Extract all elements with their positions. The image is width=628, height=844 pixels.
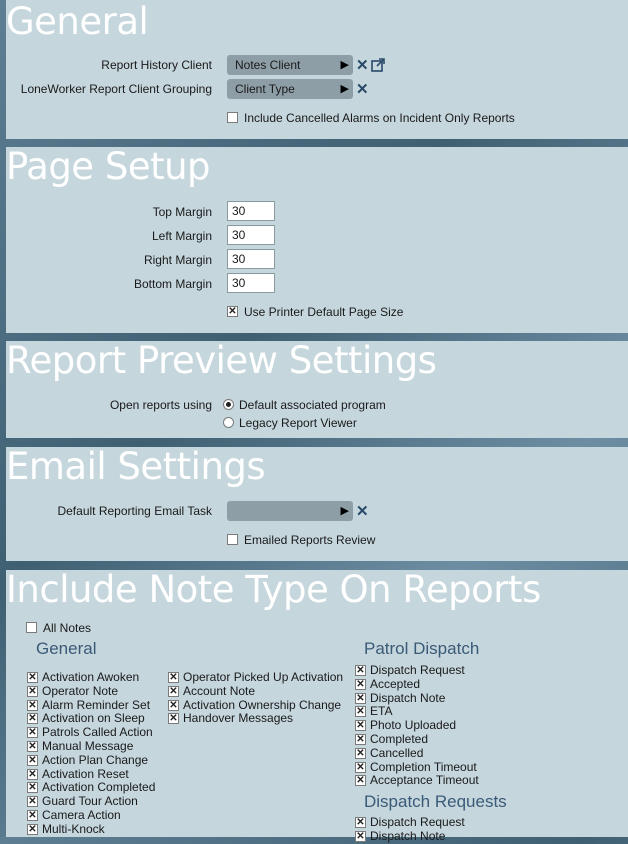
right-margin-label: Right Margin bbox=[143, 253, 212, 267]
triangle-right-icon: ▶ bbox=[340, 59, 349, 71]
note-type-label: Activation Completed bbox=[42, 780, 156, 795]
top-margin-input[interactable]: 30 bbox=[227, 201, 275, 221]
note-type-label: Photo Uploaded bbox=[370, 718, 457, 733]
note-type-label: Completion Timeout bbox=[370, 759, 477, 774]
legacy-viewer-label: Legacy Report Viewer bbox=[239, 416, 357, 430]
report-preview-section bbox=[6, 341, 628, 438]
email-task-dropdown[interactable] bbox=[227, 501, 353, 521]
note-type-checkbox[interactable]: ✕ bbox=[169, 699, 178, 711]
dispatch-requests-heading: Dispatch Requests bbox=[364, 792, 507, 811]
note-types-title: Include Note Type On Reports bbox=[6, 568, 541, 611]
open-reports-label: Open reports using bbox=[109, 398, 212, 412]
note-type-checkbox[interactable]: ✕ bbox=[169, 713, 178, 725]
all-notes-checkbox[interactable] bbox=[26, 622, 37, 633]
email-task-label: Default Reporting Email Task bbox=[57, 504, 212, 518]
include-cancelled-label: Include Cancelled Alarms on Incident Only Reports bbox=[244, 111, 515, 125]
note-type-label: Alarm Reminder Set bbox=[42, 697, 151, 712]
note-type-checkbox[interactable]: ✕ bbox=[356, 665, 365, 676]
note-type-label: Dispatch Request bbox=[370, 815, 465, 829]
note-type-label: Accepted bbox=[370, 676, 421, 691]
note-type-checkbox[interactable]: ✕ bbox=[356, 761, 365, 773]
note-type-checkbox[interactable]: ✕ bbox=[28, 699, 37, 711]
general-title: General bbox=[6, 0, 149, 43]
note-type-label: Guard Tour Action bbox=[42, 794, 138, 809]
note-type-checkbox[interactable]: ✕ bbox=[28, 823, 37, 835]
external-link-icon[interactable] bbox=[371, 58, 385, 72]
note-type-label: Activation on Sleep bbox=[42, 711, 145, 726]
note-type-label: Account Note bbox=[183, 683, 256, 698]
note-type-checkbox[interactable]: ✕ bbox=[28, 796, 37, 808]
printer-default-label: Use Printer Default Page Size bbox=[244, 305, 404, 319]
default-program-radio[interactable] bbox=[223, 399, 234, 410]
page-setup-section bbox=[6, 147, 628, 333]
loneworker-dropdown[interactable] bbox=[227, 79, 353, 99]
note-type-checkbox[interactable]: ✕ bbox=[28, 713, 37, 725]
note-type-label: Dispatch Note bbox=[370, 828, 446, 843]
note-type-label: Activation Awoken bbox=[42, 670, 140, 684]
report-history-dropdown[interactable] bbox=[227, 55, 353, 75]
note-type-checkbox[interactable]: ✕ bbox=[356, 817, 365, 828]
emailed-review-checkbox[interactable] bbox=[227, 534, 238, 545]
note-type-label: Action Plan Change bbox=[42, 752, 149, 767]
report-history-label: Report History Client bbox=[101, 58, 212, 72]
note-type-label: Acceptance Timeout bbox=[370, 773, 479, 788]
all-notes-label: All Notes bbox=[43, 621, 92, 635]
loneworker-label: LoneWorker Report Client Grouping bbox=[20, 82, 212, 96]
emailed-review-label: Emailed Reports Review bbox=[244, 533, 376, 547]
note-type-label: Cancelled bbox=[370, 745, 424, 760]
email-section bbox=[6, 447, 628, 561]
report-history-value: Notes Client bbox=[235, 58, 301, 72]
loneworker-value: Client Type bbox=[235, 82, 295, 96]
left-margin-input[interactable]: 30 bbox=[227, 225, 275, 245]
note-type-checkbox[interactable]: ✕ bbox=[356, 747, 365, 759]
clear-email-task-icon[interactable]: ✕ bbox=[356, 503, 369, 520]
clear-report-history-icon[interactable]: ✕ bbox=[356, 57, 369, 74]
legacy-viewer-radio[interactable] bbox=[223, 417, 234, 428]
bottom-margin-input[interactable]: 30 bbox=[227, 273, 275, 293]
note-types-section bbox=[6, 568, 628, 843]
note-type-label: Dispatch Note bbox=[370, 690, 446, 705]
left-margin-label: Left Margin bbox=[151, 229, 212, 243]
note-type-checkbox[interactable]: ✕ bbox=[28, 810, 37, 821]
note-type-label: Operator Note bbox=[42, 683, 119, 698]
note-type-checkbox[interactable]: ✕ bbox=[28, 741, 37, 752]
note-type-label: Manual Message bbox=[42, 739, 134, 753]
note-type-checkbox[interactable]: ✕ bbox=[28, 782, 37, 794]
bottom-margin-label: Bottom Margin bbox=[133, 277, 212, 291]
report-preview-title: Report Preview Settings bbox=[6, 339, 437, 382]
note-type-label: Activation Reset bbox=[42, 766, 129, 781]
note-type-checkbox[interactable]: ✕ bbox=[28, 685, 37, 697]
general-section bbox=[6, 0, 628, 139]
note-type-label: Operator Picked Up Activation bbox=[183, 670, 344, 684]
note-type-checkbox[interactable]: ✕ bbox=[356, 692, 365, 704]
note-type-label: Camera Action bbox=[42, 808, 121, 822]
note-type-checkbox[interactable]: ✕ bbox=[28, 672, 37, 683]
include-cancelled-checkbox[interactable] bbox=[227, 112, 238, 123]
note-type-label: Dispatch Request bbox=[370, 663, 465, 677]
note-type-checkbox[interactable]: ✕ bbox=[356, 830, 365, 842]
general-notes-heading: General bbox=[36, 639, 97, 658]
email-title: Email Settings bbox=[6, 445, 266, 488]
note-type-checkbox[interactable]: ✕ bbox=[356, 706, 365, 718]
triangle-right-icon: ▶ bbox=[340, 505, 349, 517]
note-type-checkbox[interactable]: ✕ bbox=[356, 734, 365, 745]
default-program-label: Default associated program bbox=[239, 398, 386, 412]
note-type-label: Completed bbox=[370, 732, 429, 746]
clear-loneworker-icon[interactable]: ✕ bbox=[356, 81, 369, 98]
note-type-label: Handover Messages bbox=[183, 711, 294, 726]
top-margin-label: Top Margin bbox=[152, 205, 212, 219]
note-type-checkbox[interactable]: ✕ bbox=[28, 727, 37, 739]
note-type-checkbox[interactable]: ✕ bbox=[28, 754, 37, 766]
patrol-dispatch-heading: Patrol Dispatch bbox=[364, 639, 480, 658]
note-type-checkbox[interactable]: ✕ bbox=[356, 678, 365, 690]
note-type-label: Activation Ownership Change bbox=[183, 697, 342, 712]
note-type-checkbox[interactable]: ✕ bbox=[28, 768, 37, 780]
note-type-checkbox[interactable]: ✕ bbox=[169, 685, 178, 697]
right-margin-input[interactable]: 30 bbox=[227, 249, 275, 269]
printer-default-checkbox[interactable]: ✕ bbox=[228, 306, 237, 317]
note-type-label: Multi-Knock bbox=[42, 821, 105, 836]
note-type-checkbox[interactable]: ✕ bbox=[356, 720, 365, 732]
note-type-checkbox[interactable]: ✕ bbox=[356, 775, 365, 787]
page-setup-title: Page Setup bbox=[6, 145, 211, 188]
note-type-label: Patrols Called Action bbox=[42, 725, 153, 740]
triangle-right-icon: ▶ bbox=[340, 83, 349, 95]
note-type-checkbox[interactable]: ✕ bbox=[169, 672, 178, 683]
note-type-label: ETA bbox=[370, 704, 393, 719]
